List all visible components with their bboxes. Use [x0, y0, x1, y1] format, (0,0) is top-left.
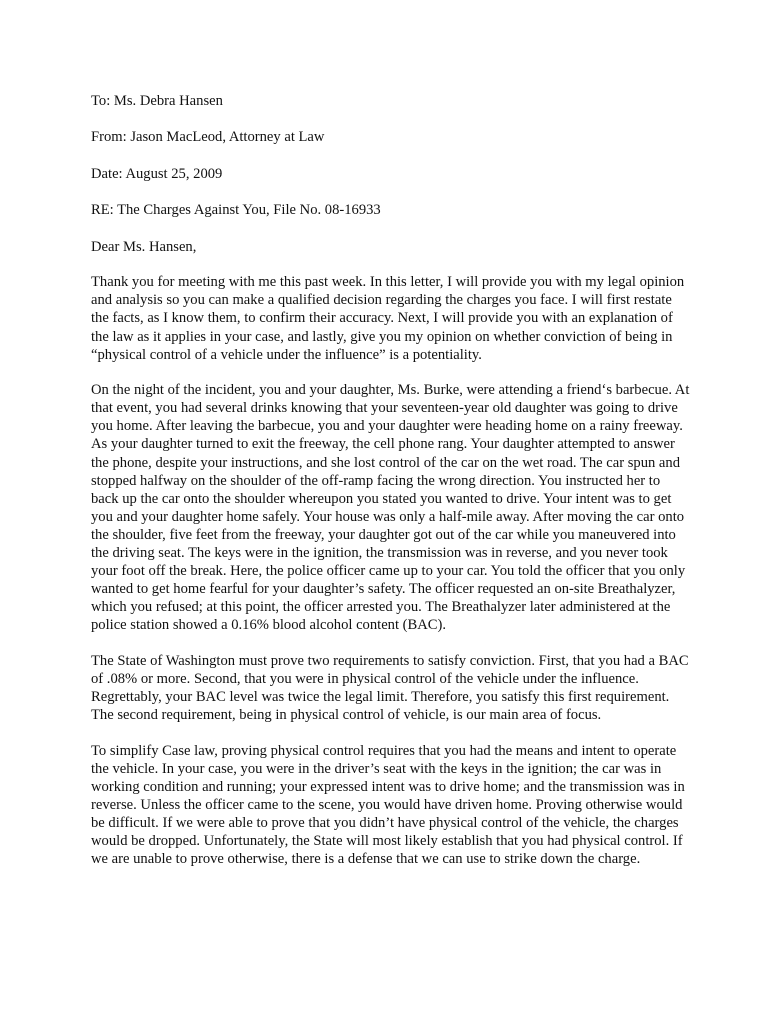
memo-date: Date: August 25, 2009	[91, 165, 223, 182]
memo-subject: RE: The Charges Against You, File No. 08-16933	[91, 202, 381, 219]
paragraph-physical-control: To simplify Case law, proving physical control requires that you had the means and intent to operate the vehicle. In your case, you were in the driver’s seat with the keys in the ignition; the car was in working condition and running; your expressed intent was to drive home; and the transmission was in reverse. Unless the officer came to the scene, you would have driven home. Proving otherwise would be difficult. If we were able to prove that you didn’t have physical control of the vehicle, the charges would be dropped. Unfortunately, the State will most likely establish that you had physical control. If we are unable to prove otherwise, there is a defense that we can use to strike down the charge.	[91, 742, 685, 868]
salutation: Dear Ms. Hansen,	[91, 238, 197, 255]
memo-from: From: Jason MacLeod, Attorney at Law	[91, 129, 325, 146]
paragraph-requirements: The State of Washington must prove two requirements to satisfy conviction. First, that you had a BAC of .08% or more. Second, that you were in physical control of the vehicle under the influence. Regrettably, your BAC level was twice the legal limit. Therefore, you satisfy this first requirement. The second requirement, being in physical control of vehicle, is our main area of focus.	[91, 653, 689, 724]
paragraph-introduction: Thank you for meeting with me this past week. In this letter, I will provide you with my legal opinion and analysis so you can make a qualified decision regarding the charges you face. I will first restate the facts, as I know them, to confirm their accuracy. Next, I will provide you with an explanation of the law as it applies in your case, and lastly, give you my opinion on whether conviction of being in “physical control of a vehicle under the influence” is a potentiality.	[91, 274, 685, 363]
paragraph-facts: On the night of the incident, you and your daughter, Ms. Burke, were attending a friend‘s barbecue. At that event, you had several drinks knowing that your seventeen-year old daughter was going to drive you home. After leaving the barbecue, you and your daughter were heading home on a rainy freeway. As your daughter turned to exit the freeway, the cell phone rang. Your daughter attempted to answer the phone, despite your instructions, and she lost control of the car on the wet road. The car spun and stopped halfway on the shoulder of the off-ramp facing the wrong direction. You instructed her to back up the car onto the shoulder whereupon you stated you wanted to drive. Your intent was to get you and your daughter home safely. Your house was only a half-mile away. After moving the car onto the shoulder, five feet from the freeway, your daughter got out of the car while you maneuvered into the driving seat. The keys were in the ignition, the transmission was in reverse, and you never took your foot off the break. Here, the police officer came up to your car. You told the officer that you only wanted to get home fearful for your daughter’s safety. The officer requested an on-site Breathalyzer, which you refused; at this point, the officer arrested you. The Breathalyzer later administered at the police station showed a 0.16% blood alcohol content (BAC).	[91, 382, 690, 634]
memo-to: To: Ms. Debra Hansen	[91, 93, 223, 109]
letter-body	[91, 92, 691, 886]
